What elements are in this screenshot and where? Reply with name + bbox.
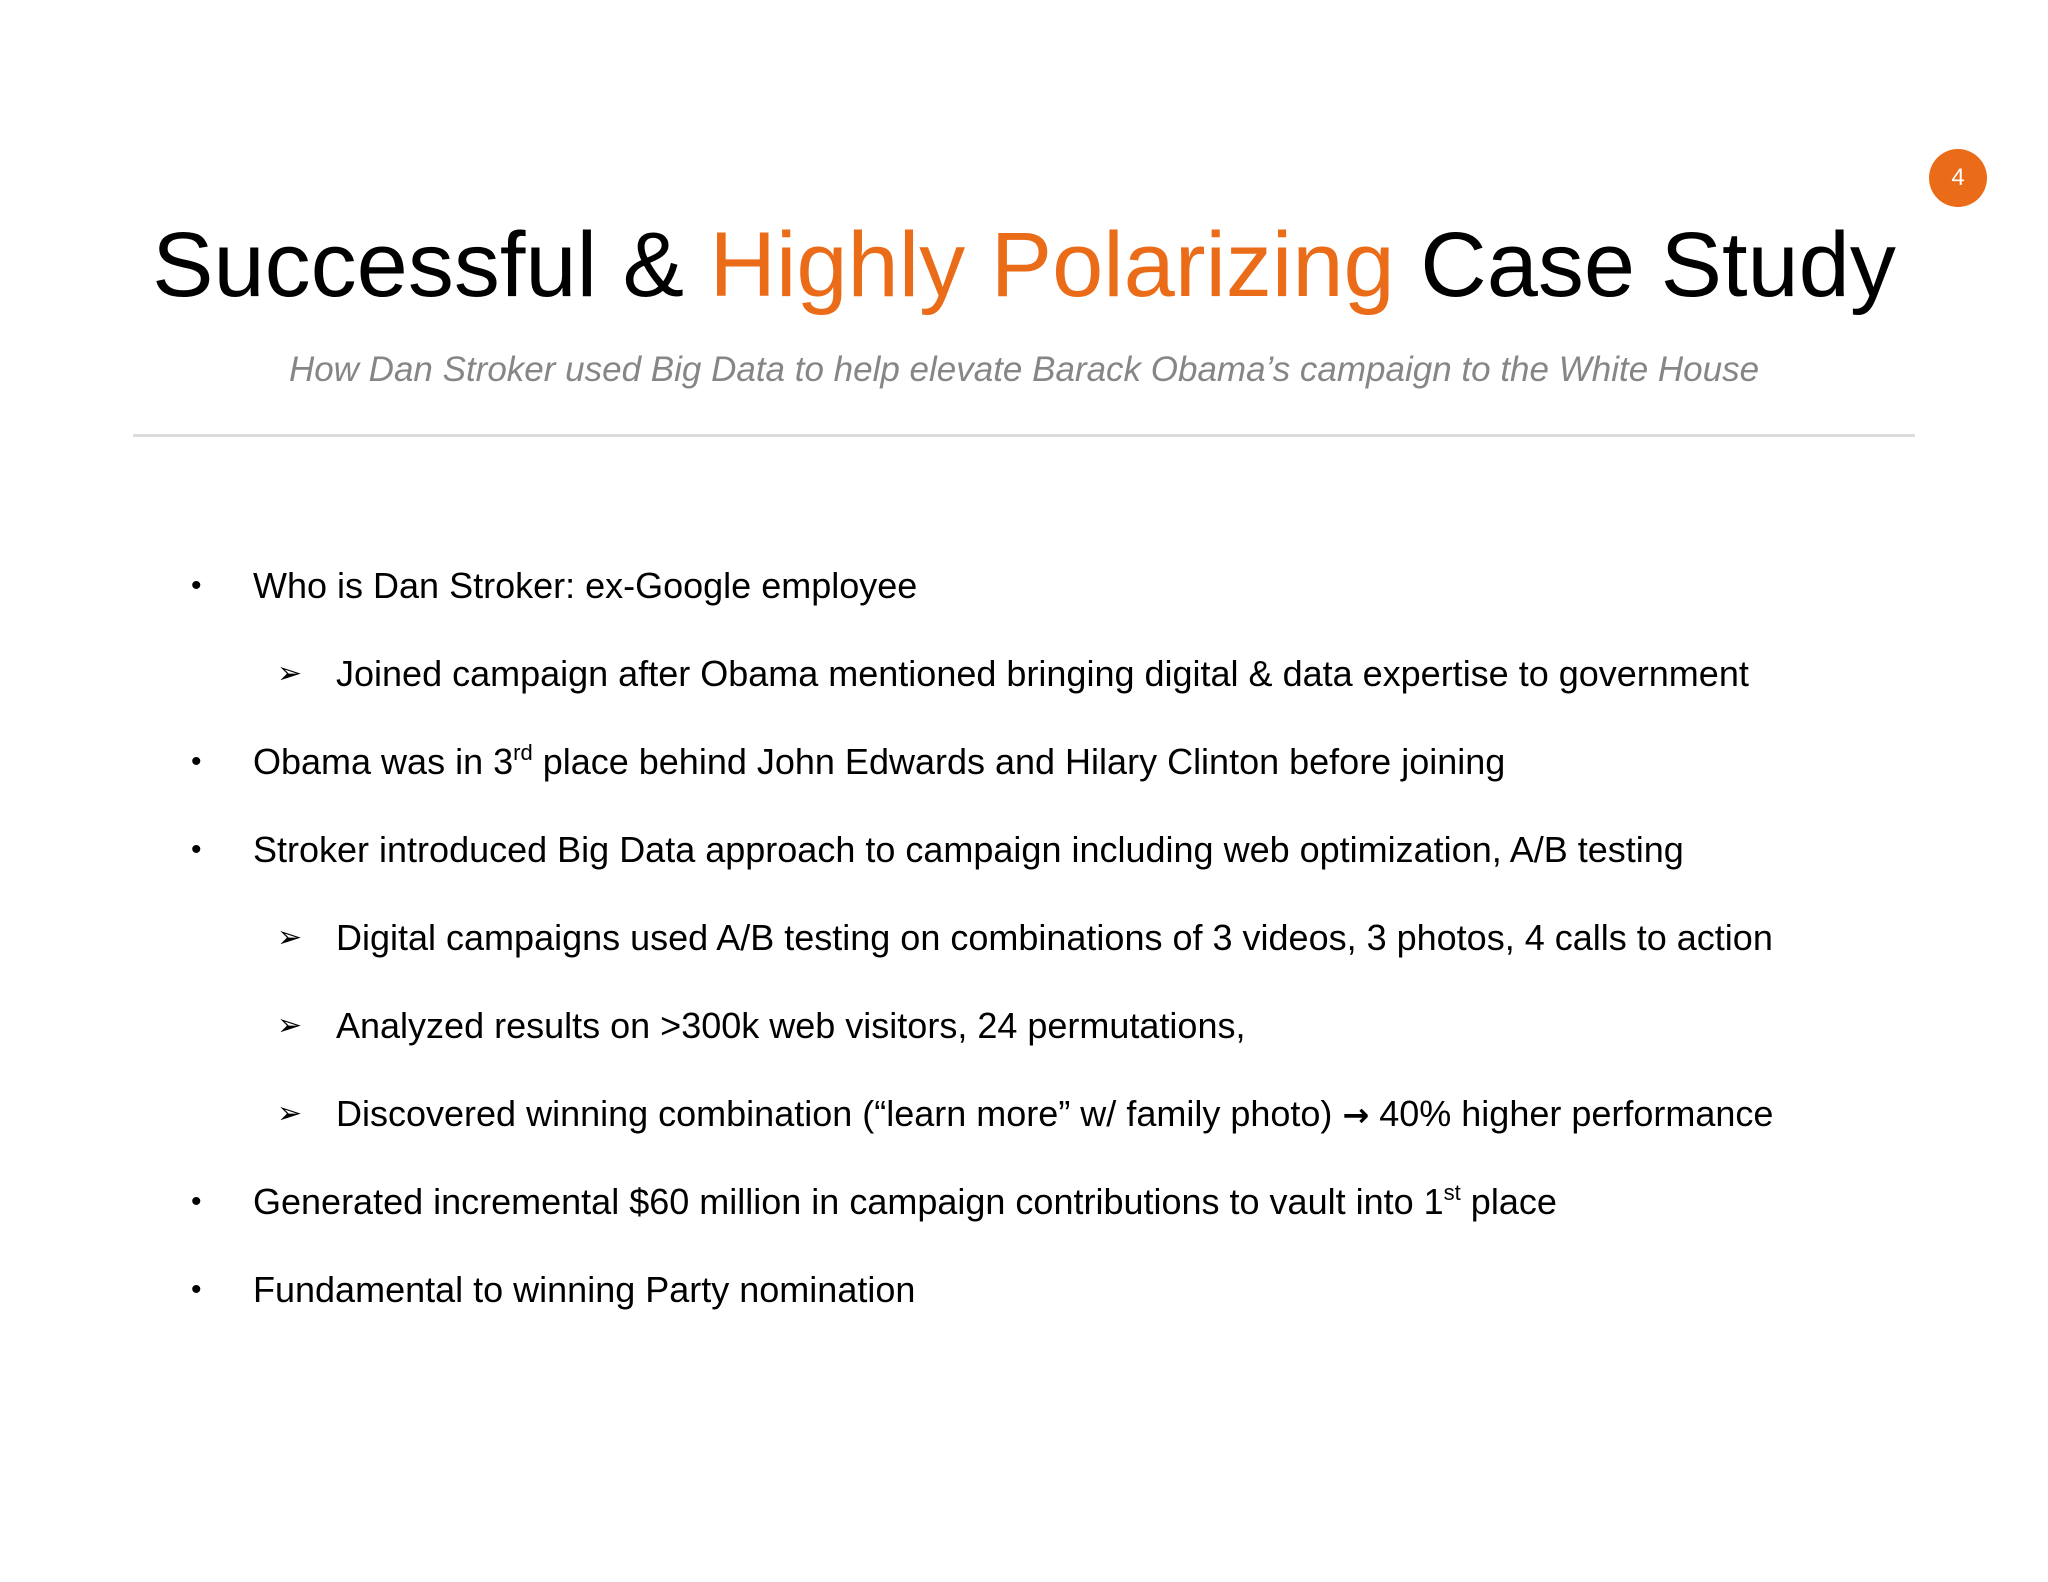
bullet-text-part: place <box>1460 1181 1557 1222</box>
sub-bullet-text-part: Discovered winning combination (“learn more” w/ family photo) <box>336 1093 1343 1134</box>
arrowhead-bullet-icon: ➢ <box>277 1009 303 1042</box>
slide-subtitle: How Dan Stroker used Big Data to help elevate Barack Obama’s campaign to the White House <box>288 350 1760 389</box>
bullet-text-part: Obama was in 3 <box>253 741 514 782</box>
ordinal-superscript: st <box>1443 1180 1461 1205</box>
arrowhead-bullet-icon: ➢ <box>277 1097 303 1130</box>
bullet-text: Fundamental to winning Party nomination <box>253 1269 916 1310</box>
title-accent-text: Highly Polarizing <box>709 214 1395 316</box>
arrowhead-bullet-icon: ➢ <box>277 657 303 690</box>
bullet-text: Who is Dan Stroker: ex-Google employee <box>253 565 918 606</box>
sub-bullet-text: Analyzed results on >300k web visitors, 24 permutations, <box>336 1005 1246 1046</box>
bullet-text <box>253 740 1505 784</box>
bullet-dot-icon: • <box>191 569 202 602</box>
arrowhead-bullet-icon: ➢ <box>277 921 303 954</box>
bullet-dot-icon: • <box>191 1273 202 1306</box>
slide-title <box>0 210 2048 320</box>
bullet-text <box>253 1180 1557 1224</box>
divider-line <box>133 434 1915 437</box>
title-text-end: Case Study <box>1394 214 1896 316</box>
bullet-text-part: place behind John Edwards and Hilary Clinton before joining <box>532 741 1506 782</box>
sub-bullet-text: Joined campaign after Obama mentioned bringing digital & data expertise to government <box>336 653 1749 694</box>
bullet-text-part: Generated incremental $60 million in campaign contributions to vault into 1 <box>253 1181 1444 1222</box>
bullet-dot-icon: • <box>191 745 202 778</box>
bullet-dot-icon: • <box>191 1185 202 1218</box>
title-text: Successful & <box>152 214 710 316</box>
bullet-text: Stroker introduced Big Data approach to campaign including web optimization, A/B testing <box>253 829 1684 870</box>
right-arrow-icon: → <box>1342 1096 1370 1134</box>
bullet-dot-icon: • <box>191 833 202 866</box>
sub-bullet-text: Digital campaigns used A/B testing on combinations of 3 videos, 3 photos, 4 calls to action <box>336 917 1773 958</box>
sub-bullet-text <box>336 1092 1773 1137</box>
ordinal-superscript: rd <box>513 740 533 765</box>
sub-bullet-text-part: 40% higher performance <box>1369 1093 1774 1134</box>
page-number-badge: 4 <box>1929 149 1987 207</box>
